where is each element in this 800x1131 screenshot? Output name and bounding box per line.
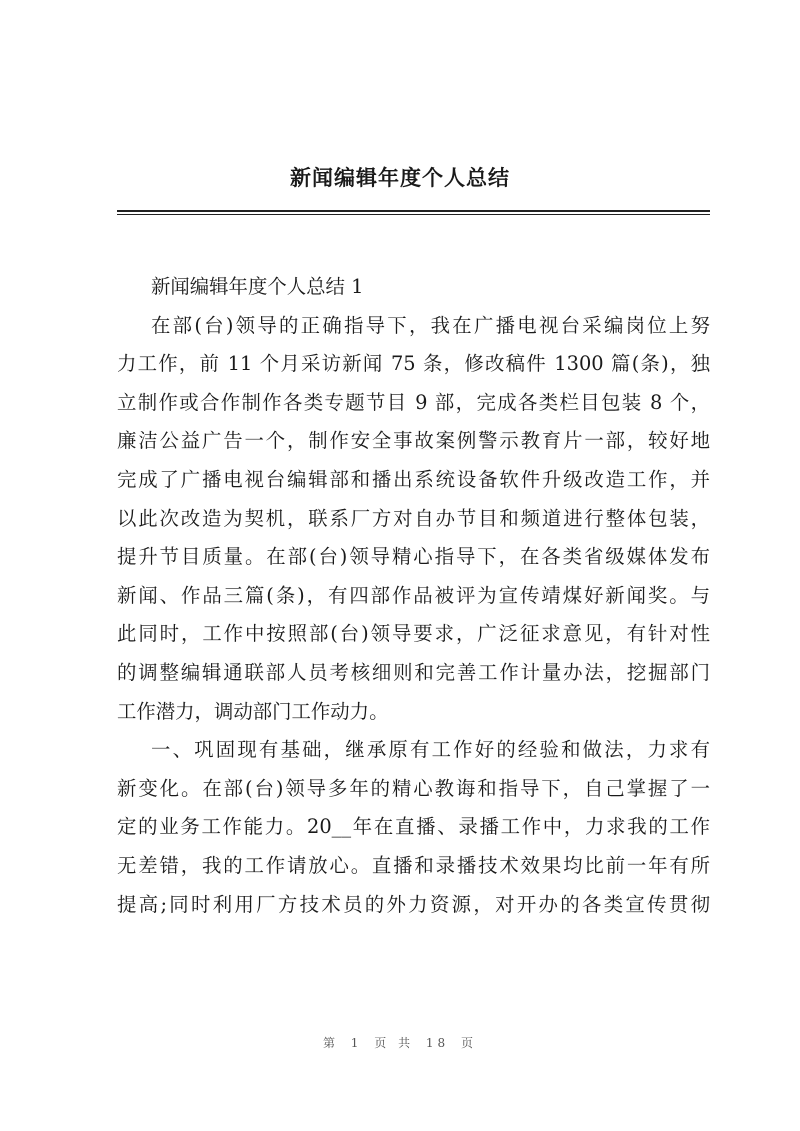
- footer-prefix: 第: [322, 1036, 339, 1050]
- body-line: 提升节目质量。在部(台)领导精心指导下，在各类省级媒体发布: [117, 545, 710, 569]
- body-line: 定的业务工作能力。20__年在直播、录播工作中，力求我的工作: [117, 815, 710, 839]
- body-line: 的调整编辑通联部人员考核细则和完善工作计量办法，挖掘部门: [117, 660, 710, 684]
- title-divider: [117, 210, 710, 215]
- footer-suffix: 页: [461, 1036, 478, 1050]
- body-line: 完成了广播电视台编辑部和播出系统设备软件升级改造工作，并: [117, 467, 710, 491]
- body-line: 提高;同时利用厂方技术员的外力资源，对开办的各类宣传贯彻: [117, 892, 710, 916]
- footer-page-number: 1: [350, 1036, 363, 1050]
- document-title: 新闻编辑年度个人总结: [290, 166, 510, 190]
- page-footer: [0, 1034, 800, 1051]
- body-line: 无差错，我的工作请放心。直播和录播技术效果均比前一年有所: [117, 853, 710, 877]
- section-heading: 新闻编辑年度个人总结 1: [151, 275, 364, 298]
- body-line: 新闻、作品三篇(条)，有四部作品被评为宣传靖煤好新闻奖。与: [117, 583, 710, 607]
- body-line: 此同时，工作中按照部(台)领导要求，广泛征求意见，有针对性: [117, 622, 710, 646]
- document-body: [117, 268, 710, 924]
- body-line: 新变化。在部(台)领导多年的精心教诲和指导下，自己掌握了一: [117, 776, 710, 800]
- body-line: 在部(台)领导的正确指导下，我在广播电视台采编岗位上努: [151, 313, 710, 337]
- body-line: 以此次改造为契机，联系厂方对自办节目和频道进行整体包装，: [117, 506, 710, 530]
- body-line: 立制作或合作制作各类专题节目 9 部，完成各类栏目包装 8 个，: [117, 390, 710, 414]
- footer-total-pages: 18: [425, 1036, 450, 1050]
- footer-middle: 页 共: [374, 1036, 415, 1050]
- body-line: 廉洁公益广告一个，制作安全事故案例警示教育片一部，较好地: [117, 429, 710, 453]
- body-line: 力工作，前 11 个月采访新闻 75 条，修改稿件 1300 篇(条)，独: [117, 352, 710, 376]
- body-line: 工作潜力，调动部门工作动力。: [117, 699, 389, 723]
- body-line: 一、巩固现有基础，继承原有工作好的经验和做法，力求有: [151, 738, 710, 762]
